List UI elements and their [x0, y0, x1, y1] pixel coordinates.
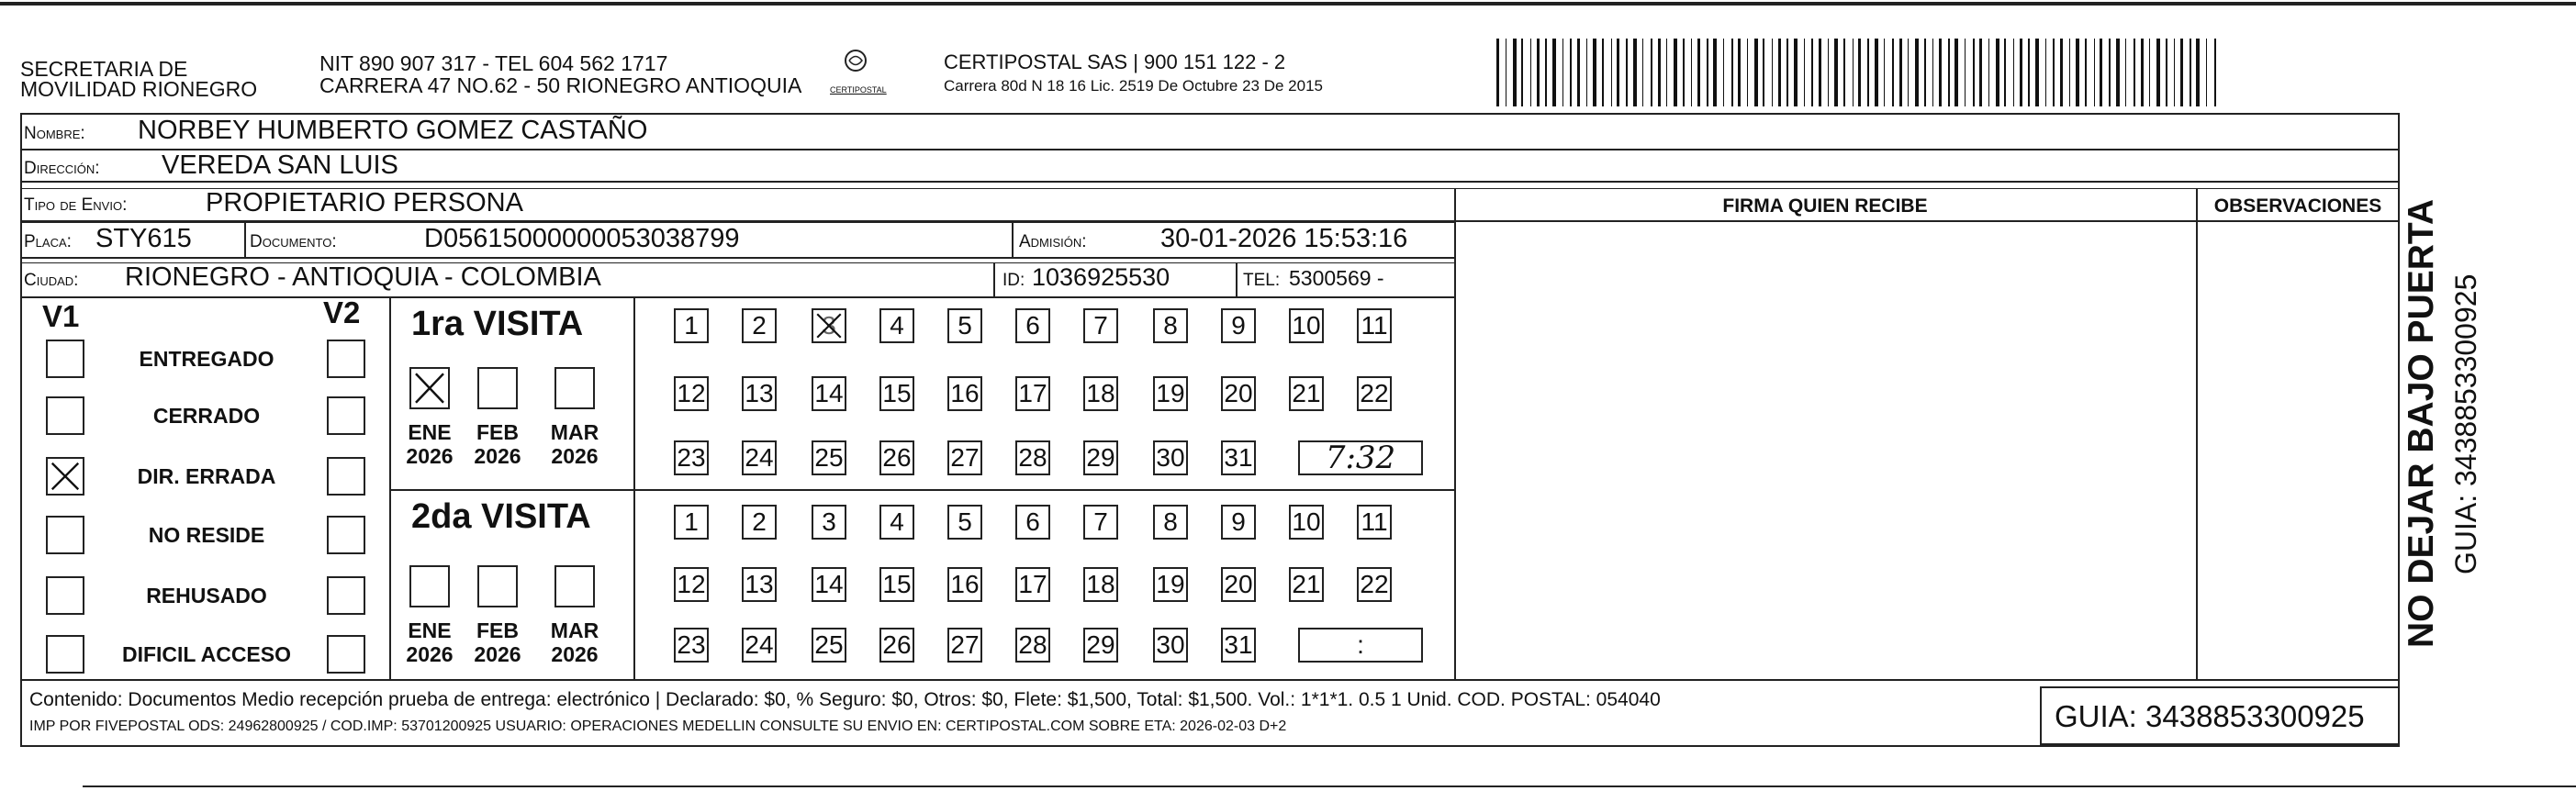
- day-box: 13: [742, 376, 777, 411]
- v2-checkbox: [327, 516, 365, 554]
- year-label: 2026: [551, 642, 599, 666]
- day-box: 30: [1153, 628, 1188, 663]
- footer-left-border: [20, 679, 22, 747]
- day-box: 21: [1289, 567, 1324, 602]
- day-box: 28: [1015, 628, 1050, 663]
- company-line-1: CERTIPOSTAL SAS | 900 151 122 - 2: [944, 50, 1286, 73]
- day-box: 20: [1221, 376, 1256, 411]
- day-box: 31: [1221, 440, 1256, 475]
- v1-checkbox: [46, 457, 84, 496]
- direccion-value: VEREDA SAN LUIS: [162, 150, 398, 180]
- tel-label: TEL:: [1243, 271, 1281, 290]
- nombre-label: Nombre:: [24, 124, 85, 143]
- observaciones-left-line: [2196, 188, 2198, 679]
- row-line: [20, 113, 2400, 115]
- year-label: 2026: [474, 642, 521, 666]
- day-box: 26: [879, 628, 914, 663]
- table-bottom-border: [20, 745, 2400, 747]
- month-label: ENE: [408, 618, 452, 642]
- v2-checkbox: [327, 576, 365, 615]
- month-label: ENE: [408, 420, 452, 444]
- nombre-value: NORBEY HUMBERTO GOMEZ CASTAÑO: [138, 116, 648, 145]
- row-line: [20, 181, 2400, 183]
- observaciones-header: OBSERVACIONES: [2213, 195, 2382, 217]
- cell-divider: [993, 262, 995, 296]
- day-box: 19: [1153, 567, 1188, 602]
- sender-line-2: MOVILIDAD RIONEGRO: [20, 77, 258, 101]
- day-box: 29: [1083, 628, 1118, 663]
- day-box: 8: [1153, 505, 1188, 540]
- option-label: CERRADO: [152, 404, 261, 428]
- year-label: 2026: [551, 444, 599, 468]
- v2-label: V2: [323, 295, 361, 329]
- day-box: 2: [742, 505, 777, 540]
- cell-divider: [1236, 262, 1238, 296]
- time-box: :: [1298, 628, 1423, 663]
- day-box: 23: [674, 628, 709, 663]
- logo-text: CERTIPOSTAL: [830, 85, 887, 95]
- v1-checkbox: [46, 516, 84, 554]
- ciudad-value: RIONEGRO - ANTIOQUIA - COLOMBIA: [125, 262, 601, 292]
- contenido-text: Contenido: Documentos Medio recepción prueba de entrega: electrónico | Declarado: $0, % Seguro: $0, Otros: $0, Flete: $1,500, Total: $1,500. Vol.: 1*1*1. 0.5 1 Unid. COD. POSTAL: 054040: [29, 689, 1661, 710]
- option-label: NO RESIDE: [148, 523, 265, 547]
- day-box: 6: [1015, 505, 1050, 540]
- documento-value: D05615000000053038799: [424, 224, 740, 253]
- month-checkbox: [554, 367, 595, 409]
- v1-checkbox: [46, 635, 84, 674]
- ciudad-label: Ciudad:: [24, 271, 79, 290]
- v2-checkbox: [327, 635, 365, 674]
- cell-divider: [1012, 222, 1014, 259]
- v1-checkbox: [46, 396, 84, 435]
- day-box: 1: [674, 308, 709, 343]
- day-box: 24: [742, 440, 777, 475]
- day-box: 4: [879, 308, 914, 343]
- day-box: 5: [947, 308, 982, 343]
- visit-mid-line: [633, 296, 635, 679]
- v1-checkbox: [46, 340, 84, 378]
- day-box: 29: [1083, 440, 1118, 475]
- second-visit-title: 2da VISITA: [411, 497, 591, 536]
- certipostal-logo-icon: [837, 48, 874, 75]
- day-box: 13: [742, 567, 777, 602]
- table-left-border: [20, 113, 22, 682]
- day-box: 14: [812, 567, 846, 602]
- day-box: 18: [1083, 376, 1118, 411]
- v1-label: V1: [42, 299, 80, 333]
- cell-divider: [244, 222, 246, 259]
- day-box: 3: [812, 308, 846, 343]
- day-box: 25: [812, 440, 846, 475]
- day-box: 18: [1083, 567, 1118, 602]
- row-line: [20, 257, 1456, 259]
- side-guia: GUIA: 3438853300925: [2449, 273, 2482, 574]
- day-box: 22: [1357, 376, 1392, 411]
- firma-left-line: [1454, 188, 1456, 679]
- visit-left-line: [389, 296, 391, 679]
- year-label: 2026: [474, 444, 521, 468]
- day-box: 11: [1357, 308, 1392, 343]
- placa-value: STY615: [95, 224, 192, 253]
- day-box: 7: [1083, 505, 1118, 540]
- guia-footer: GUIA: 3438853300925: [2055, 699, 2365, 733]
- day-box: 28: [1015, 440, 1050, 475]
- day-box: 7: [1083, 308, 1118, 343]
- documento-label: Documento:: [250, 232, 337, 251]
- option-label: DIFICIL ACCESO: [121, 642, 291, 666]
- no-dejar-bajo-puerta: NO DEJAR BAJO PUERTA: [2402, 198, 2441, 648]
- day-box: 26: [879, 440, 914, 475]
- month-checkbox: [554, 565, 595, 607]
- month-label: FEB: [476, 618, 519, 642]
- v1-checkbox: [46, 576, 84, 615]
- day-box: 6: [1015, 308, 1050, 343]
- tipo-envio-label: Tipo de Envio:: [24, 195, 128, 215]
- sender-line-1: SECRETARIA DE: [20, 57, 188, 81]
- day-box: 1: [674, 505, 709, 540]
- day-box: 17: [1015, 376, 1050, 411]
- row-line: [20, 222, 1456, 223]
- option-label: ENTREGADO: [139, 347, 274, 371]
- first-visit-title: 1ra VISITA: [411, 305, 584, 343]
- day-box: 31: [1221, 628, 1256, 663]
- admision-label: Admisión:: [1019, 232, 1087, 251]
- top-border: [0, 2, 2576, 6]
- day-box: 30: [1153, 440, 1188, 475]
- day-box: 22: [1357, 567, 1392, 602]
- imp-text: IMP POR FIVEPOSTAL ODS: 24962800925 / COD.IMP: 53701200925 USUARIO: OPERACIONES MEDELLIN CONSULTE SU ENVIO EN: CERTIPOSTAL.COM SOBRE ETA: 2026-02-03 D+2: [29, 719, 1287, 734]
- month-checkbox: [477, 565, 518, 607]
- day-box: 10: [1289, 308, 1324, 343]
- day-box: 10: [1289, 505, 1324, 540]
- id-label: ID:: [1002, 271, 1025, 290]
- nit-line: NIT 890 907 317 - TEL 604 562 1717: [319, 51, 668, 75]
- day-box: 16: [947, 567, 982, 602]
- day-box: 19: [1153, 376, 1188, 411]
- month-checkbox: [477, 367, 518, 409]
- tel-value: 5300569 -: [1289, 266, 1384, 290]
- time-box: 7:32: [1298, 440, 1423, 475]
- day-box: 24: [742, 628, 777, 663]
- visit-separator: [389, 489, 1454, 491]
- day-box: 15: [879, 376, 914, 411]
- id-value: 1036925530: [1032, 263, 1170, 291]
- v2-checkbox: [327, 457, 365, 496]
- table-right-border: [2398, 113, 2400, 682]
- v2-checkbox: [327, 396, 365, 435]
- placa-label: Placa:: [24, 232, 72, 251]
- day-box: 14: [812, 376, 846, 411]
- day-box: 8: [1153, 308, 1188, 343]
- firma-header: FIRMA QUIEN RECIBE: [1722, 195, 1928, 217]
- day-box: 2: [742, 308, 777, 343]
- day-box: 11: [1357, 505, 1392, 540]
- option-label: REHUSADO: [146, 584, 267, 607]
- day-box: 17: [1015, 567, 1050, 602]
- day-box: 4: [879, 505, 914, 540]
- barcode: [1496, 39, 2223, 106]
- day-box: 12: [674, 567, 709, 602]
- day-box: 21: [1289, 376, 1324, 411]
- month-label: FEB: [476, 420, 519, 444]
- footer-top-line: [20, 679, 2400, 681]
- month-checkbox: [409, 367, 450, 409]
- month-label: MAR: [550, 420, 599, 444]
- direccion-label: Dirección:: [24, 159, 100, 178]
- company-line-2: Carrera 80d N 18 16 Lic. 2519 De Octubre 23 De 2015: [944, 77, 1323, 95]
- month-label: MAR: [550, 618, 599, 642]
- month-checkbox: [409, 565, 450, 607]
- day-box: 12: [674, 376, 709, 411]
- day-box: 15: [879, 567, 914, 602]
- day-box: 5: [947, 505, 982, 540]
- row-line: [20, 296, 1456, 298]
- option-label: DIR. ERRADA: [137, 464, 276, 488]
- bottom-rule: [83, 785, 2576, 787]
- day-box: 20: [1221, 567, 1256, 602]
- address-line: CARRERA 47 NO.62 - 50 RIONEGRO ANTIOQUIA: [319, 73, 802, 97]
- day-box: 9: [1221, 308, 1256, 343]
- tipo-envio-value: PROPIETARIO PERSONA: [206, 188, 523, 217]
- day-box: 27: [947, 440, 982, 475]
- admision-value: 30-01-2026 15:53:16: [1160, 224, 1408, 253]
- year-label: 2026: [406, 642, 454, 666]
- day-box: 27: [947, 628, 982, 663]
- day-box: 9: [1221, 505, 1256, 540]
- v2-checkbox: [327, 340, 365, 378]
- day-box: 16: [947, 376, 982, 411]
- day-box: 3: [812, 505, 846, 540]
- day-box: 25: [812, 628, 846, 663]
- day-box: 23: [674, 440, 709, 475]
- year-label: 2026: [406, 444, 454, 468]
